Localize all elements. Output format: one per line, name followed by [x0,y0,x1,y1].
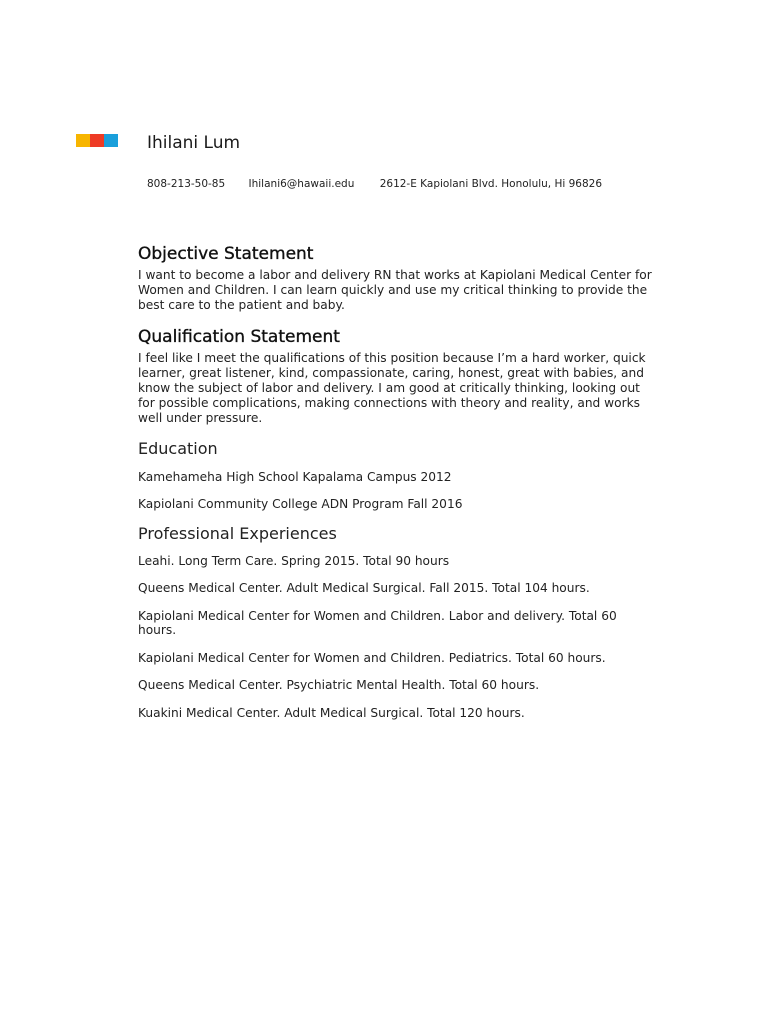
education-item: Kamehameha High School Kapalama Campus 2012 [138,469,452,484]
education-item: Kapiolani Community College ADN Program Fall 2016 [138,497,463,512]
objective-text: I want to become a labor and delivery RN that works at Kapiolani Medical Center for Women and Children. I can learn quickly and use my critical thinking to provide the best care to the patient and baby. [138,268,652,313]
experience-item: Queens Medical Center. Psychiatric Mental Health. Total 60 hours. [138,678,540,693]
experience-item: Kapiolani Medical Center for Women and Children. Pediatrics. Total 60 hours. [138,650,606,665]
qualification-text: I feel like I meet the qualifications of this position because I’m a hard worker, quick learner, great listener, kind, compassionate, caring, honest, great with babies, and know the subject of labor and delivery. I am good at critically thinking, looking out for possible complications, making connections with theory and reality, and works well under pressure. [138,350,646,426]
education-section [138,439,658,512]
experience-heading: Professional Experiences [138,523,337,543]
experience-item: Kuakini Medical Center. Adult Medical Surgical. Total 120 hours. [138,705,525,720]
email-address: Ihilani6@hawaii.edu [248,178,355,189]
resume-body [138,244,658,720]
experience-item: Leahi. Long Term Care. Spring 2015. Total 90 hours [138,553,450,568]
logo-squares [76,134,118,147]
qualification-section [138,327,658,427]
objective-section [138,244,658,314]
experience-section [138,524,658,721]
experience-list [138,554,658,721]
logo-square-blue [104,134,118,147]
phone-number: 808-213-50-85 [147,178,226,189]
candidate-name: Ihilani Lum [147,133,241,153]
education-heading: Education [138,438,218,458]
experience-item: Queens Medical Center. Adult Medical Surgical. Fall 2015. Total 104 hours. [138,581,590,596]
education-list [138,470,658,512]
street-address: 2612-E Kapiolani Blvd. Honolulu, Hi 96826 [379,178,603,189]
contact-line [147,178,602,189]
experience-item: Kapiolani Medical Center for Women and Children. Labor and delivery. Total 60 hours. [138,608,617,638]
objective-heading: Objective Statement [138,244,314,264]
qualification-heading: Qualification Statement [138,326,340,347]
logo-square-yellow [76,134,90,147]
logo-square-red [90,134,104,147]
